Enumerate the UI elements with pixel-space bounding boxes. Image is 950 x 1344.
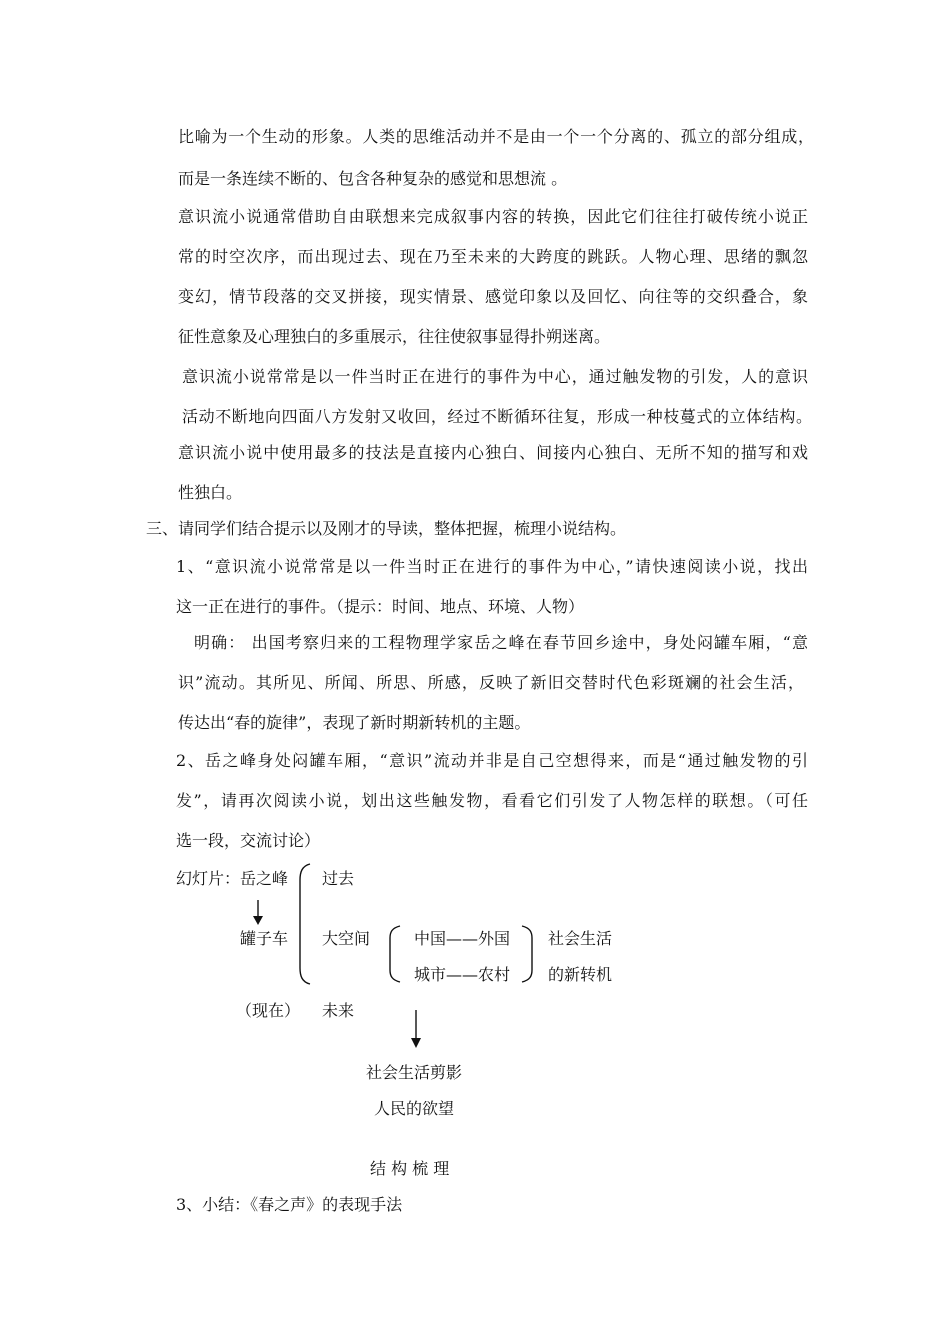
para4-line2: 性独白。 [178,483,243,502]
q1-line1: 1、“意识流小说常常是以一件当时正在进行的事件为中心，”请快速阅读小说，找出 [176,557,808,576]
diagram-social-life: 社会生活 [548,929,613,948]
para2-line3: 变幻，情节段落的交叉拼接，现实情景、感觉印象以及回忆、向往等的交织叠合，象 [178,287,808,306]
diagram-caption: 结 构 梳 理 [370,1159,450,1178]
para3-line2: 活动不断地向四面八方发射又收回，经过不断循环往复，形成一种枝蔓式的立体结构。 [182,407,812,426]
answer1-line3: 传达出“春的旋律”，表现了新时期新转机的主题。 [178,713,531,732]
diagram-desire: 人民的欲望 [374,1099,455,1118]
para4-line1: 意识流小说中使用最多的技法是直接内心独白、间接内心独白、无所不知的描写和戏 [178,443,808,462]
section3-heading: 三、请同学们结合提示以及刚才的导读，整体把握，梳理小说结构。 [146,519,627,538]
arrow-to-summary-head [411,1038,421,1048]
small-bracket-left [390,926,400,982]
para1-line1: 比喻为一个生动的形象。人类的思维活动并不是由一个一个分离的、孤立的部分组成， [178,127,814,146]
diagram-car: 罐子车 [240,929,289,948]
large-brace [300,864,310,984]
diagram-snapshot: 社会生活剪影 [366,1063,463,1082]
answer1-line1: 明确： 出国考察归来的工程物理学家岳之峰在春节回乡途中，身处闷罐车厢，“意 [194,633,808,652]
diagram-new-turn: 的新转机 [548,965,613,984]
q2-line1: 2、岳之峰身处闷罐车厢，“意识”流动并非是自己空想得来，而是“通过触发物的引 [176,751,808,770]
diagram-city-village: 城市——农村 [414,965,511,984]
para2-line1: 意识流小说通常借助自由联想来完成叙事内容的转换，因此它们往往打破传统小说正 [178,207,808,226]
diagram-china-abroad: 中国——外国 [414,929,511,948]
diagram-slide-label: 幻灯片：岳之峰 [176,869,289,888]
diagram-present: （现在） [236,1001,301,1020]
diagram-future: 未来 [322,1001,355,1020]
para2-line2: 常的时空次序，而出现过去、现在乃至未来的大跨度的跳跃。人物心理、思绪的飘忽 [178,247,808,266]
small-bracket-right [522,926,532,982]
q1-line2: 这一正在进行的事件。（提示：时间、地点、环境、人物） [176,597,585,616]
q2-line3: 选一段，交流讨论） [176,831,321,850]
diagram-past: 过去 [322,869,355,888]
answer1-line2: 识”流动。其所见、所闻、所思、所感，反映了新旧交替时代色彩斑斓的社会生活， [178,673,804,692]
arrow-to-car-head [253,916,263,925]
q2-line2: 发”，请再次阅读小说，划出这些触发物，看看它们引发了人物怎样的联想。（可任 [176,791,808,810]
para3-line1: 意识流小说常常是以一件当时正在进行的事件为中心，通过触发物的引发，人的意识 [182,367,808,386]
para1-line2: 而是一条连续不断的、包含各种复杂的感觉和思想流 。 [178,169,568,188]
diagram-space: 大空间 [322,929,371,948]
para2-line4: 征性意象及心理独白的多重展示，往往使叙事显得扑朔迷离。 [178,327,611,346]
q3-line: 3、小结：《春之声》的表现手法 [176,1195,403,1214]
